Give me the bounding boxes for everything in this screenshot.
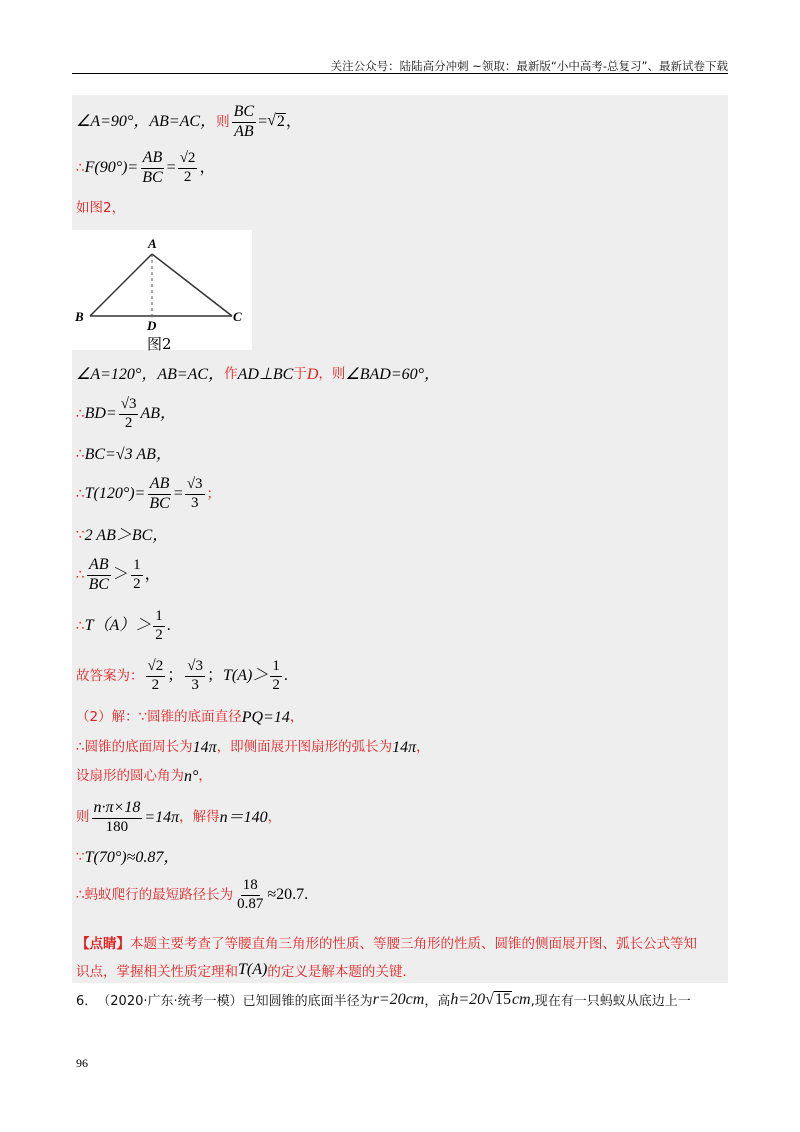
solution-line-11-answer: 故答案为： $\frac{√2}{2}$ ； $\frac{√3}{3}$ ； T(A)＞ $\frac{1}{2}$ . (76, 658, 288, 693)
solution-line-14: 设扇形的圆心角为 n° ， (76, 768, 212, 785)
page-header: 关注公众号：陆陆高分冲刺 ~领取：最新版“小中高考-总复习”、最新试卷下载 (330, 59, 728, 73)
solution-line-7: ∴ T(120°)= $\frac{AB}{BC}$ = $\frac{√3}{3}$ ； (76, 475, 221, 512)
vertex-a-label: A (148, 236, 157, 251)
sqrt-2: √ 2 (267, 112, 285, 131)
problem-6: 6． （2020·广东·统考一模） 已知圆锥的底面半径为 r=20cm ，高 h=20 √ 15 cm ,现在有一只蚂蚁从底边上一 (76, 990, 691, 1009)
key-point-note-line-1: 【点睛】本题主要考查了等腰直角三角形的性质、等腰三角形的性质、圆锥的侧面展开图、弧长公式等知 (76, 936, 697, 952)
header-divider (72, 73, 728, 74)
solution-line-5: ∴ BD= $\frac{√3}{2}$ AB， (76, 396, 177, 431)
solution-line-6: ∴ BC=√3 AB， (76, 446, 172, 463)
triangle-figure (72, 230, 252, 350)
solution-line-3: 如图2， (76, 200, 126, 216)
solution-line-13: ∴圆锥的底面周长为 14π ，即侧面展开图扇形的弧长为 14π ， (76, 739, 430, 756)
solution-line-1: ∠A=90°，AB=AC， 则 $\frac{BC}{AB}$ = √ 2 ， (76, 103, 302, 140)
solution-line-4: ∠A=120°，AB=AC， 作 AD⊥BC 于 D ，则 ∠BAD=60°， (76, 366, 441, 383)
solution-line-12: （2）解：∵圆锥的底面直径 PQ=14 ， (76, 709, 304, 726)
figure-caption: 图2 (147, 335, 172, 353)
solution-line-10: ∴ T（A）＞ $\frac{1}{2}$ . (76, 608, 171, 643)
fraction-bc-ab: $\frac{BC}{AB}$ (233, 103, 255, 140)
point-d-label: D (147, 318, 157, 333)
key-point-tag: 【点睛】 (76, 936, 130, 952)
page-number: 96 (76, 1056, 88, 1070)
solution-line-17: ∴蚂蚁爬行的最短路径长为 $\frac{18}{0.87}$ ≈20.7 . (76, 877, 309, 912)
solution-line-9: ∴ $\frac{AB}{BC}$ ＞ $\frac{1}{2}$ ， (76, 556, 161, 593)
solution-line-15: 则 $\frac{n\cdot\pi\times 18}{180}$ =14π ，解得 n＝140 ， (76, 799, 282, 835)
solution-line-16: ∵ T(70°)≈0.87， (76, 849, 180, 866)
solution-line-8: ∵ 2 AB＞BC， (76, 527, 169, 544)
solution-line-2: ∴ F(90°)= $\frac{AB}{BC}$ = $\frac{√2}{2}$ ， (76, 149, 216, 186)
vertex-b-label: B (75, 309, 84, 324)
vertex-c-label: C (233, 309, 242, 324)
triangle-diagram (72, 230, 252, 350)
key-point-note-line-2: 识点，掌握相关性质定理和 T(A) 的定义是解本题的关键. (76, 961, 407, 980)
